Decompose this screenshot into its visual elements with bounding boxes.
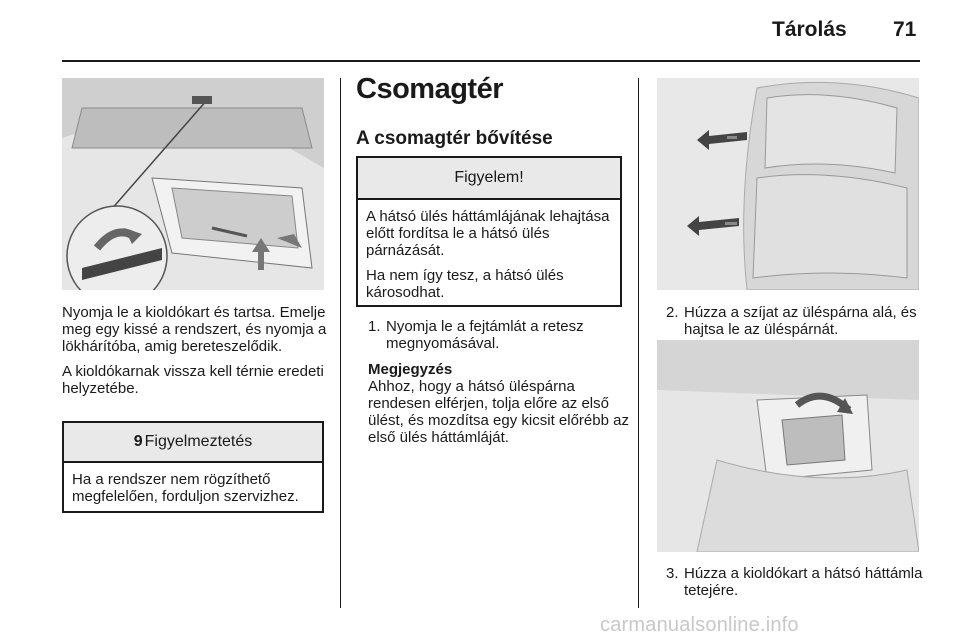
section-heading: Csomagtér xyxy=(356,73,503,105)
step-text: Nyomja le a fejtámlát a retesz megnyomásával. xyxy=(386,318,584,352)
header-rule xyxy=(62,60,920,62)
note-text: Ahhoz, hogy a hátsó üléspárna rendesen elférjen, tolja előre az első ülést, és mozdítsa egy kicsit előrébb az első ülés háttámláját. xyxy=(368,378,629,446)
step-1 xyxy=(368,318,630,352)
caution-paragraph: A hátsó ülés háttámlájának lehajtása előtt fordítsa le a hátsó ülés párnázását. xyxy=(366,208,610,259)
note-title: Megjegyzés xyxy=(368,361,453,378)
column-divider-left xyxy=(340,78,341,608)
seat-cushion-strap-illustration xyxy=(657,340,919,552)
step-number: 2. xyxy=(666,304,679,321)
caution-box xyxy=(356,156,622,307)
left-body-text xyxy=(62,304,330,405)
caution-paragraph: Ha nem így tesz, a hátsó ülés károsodhat. xyxy=(366,267,564,301)
step-text: Húzza a kioldókart a hátsó háttámla tetejére. xyxy=(684,565,923,599)
caution-box-header: Figyelem! xyxy=(358,158,620,200)
page-number: 71 xyxy=(893,18,917,41)
paragraph: Nyomja le a kioldókart és tartsa. Emelje meg egy kissé a rendszert, és nyomja a lökhárítóba, amig bereteszelődik. xyxy=(62,304,327,355)
rear-seat-arrows-illustration xyxy=(657,78,919,290)
step-3 xyxy=(666,565,928,599)
page-header-title: Tárolás xyxy=(772,18,847,41)
watermark: carmanualsonline.info xyxy=(600,614,799,636)
warning-triangle-icon: 9 xyxy=(133,433,143,450)
section-subheading: A csomagtér bővítése xyxy=(356,128,553,149)
paragraph: A kioldókarnak vissza kell térnie eredeti helyzetébe. xyxy=(62,363,324,397)
warning-title: Figyelmeztetés xyxy=(144,433,253,450)
warning-body: Ha a rendszer nem rögzíthető megfelelően, forduljon szervizhez. xyxy=(72,471,299,505)
column-divider-right xyxy=(638,78,639,608)
note xyxy=(368,361,630,446)
warning-box xyxy=(62,421,324,513)
step-text: Húzza a szíjat az üléspárna alá, és hajtsa le az üléspárnát. xyxy=(684,304,917,338)
cargo-box-drawer-illustration xyxy=(62,78,324,290)
warning-box-header xyxy=(64,423,322,463)
step-number: 3. xyxy=(666,565,679,582)
step-2 xyxy=(666,304,928,338)
step-number: 1. xyxy=(368,318,381,335)
caution-body xyxy=(358,200,620,309)
